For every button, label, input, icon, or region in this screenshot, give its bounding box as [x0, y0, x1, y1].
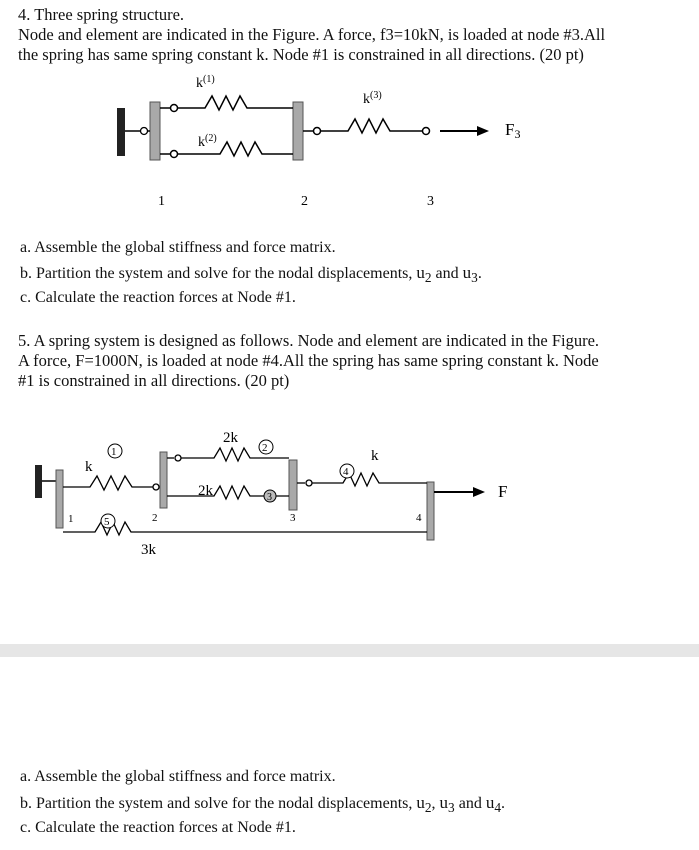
q4-k2-label: $k^{(2)}$ [198, 133, 217, 150]
q5-node2-label: 2 [152, 512, 158, 524]
q4-spring-k1 [160, 96, 293, 112]
q4-statement-line1: Node and element are indicated in the Figure. A force, f3=10kN, is loaded at node #3.All [18, 25, 606, 44]
q5-node2-bar [160, 452, 167, 508]
q5-spring-5 [63, 522, 427, 535]
q5-spring-1 [63, 476, 159, 490]
q5-2k-mid-label: 2k [198, 483, 213, 499]
q4-node1-bar [150, 102, 160, 160]
q4-spring-k2 [160, 142, 293, 158]
q5-spring-4 [297, 473, 427, 486]
q4-part-a: a. Assemble the global stiffness and force matrix. [20, 239, 336, 256]
q4-node2-label: 2 [301, 194, 308, 209]
q5-k-right-label: k [371, 448, 379, 464]
q5-element2-number: 2 [262, 442, 268, 454]
q4-node3-label: 3 [427, 194, 434, 209]
q5-part-c: c. Calculate the reaction forces at Node #1. [20, 819, 296, 836]
q4-spring-figure [0, 70, 699, 220]
q5-node3-label: 3 [290, 512, 296, 524]
q5-part-a: a. Assemble the global stiffness and force matrix. [20, 768, 336, 785]
q5-element5-number: 5 [104, 516, 110, 528]
q5-element3-number: 3 [267, 492, 272, 503]
q5-force-label: F [498, 482, 508, 501]
q5-element1-number: 1 [111, 446, 117, 458]
q5-part-b: b. Partition the system and solve for the nodal displacements, $u_2$, $u_3$ and $u_4$. [20, 793, 505, 816]
q4-force-label: F3 [505, 120, 521, 141]
q5-k-label: k [85, 459, 93, 475]
q5-node1-bar [56, 470, 63, 528]
q5-node4-label: 4 [416, 512, 422, 524]
q4-part-b: b. Partition the system and solve for the nodal displacements, $u_2$ and $u_3$. [20, 263, 482, 286]
q5-spring-figure [0, 420, 699, 570]
q5-statement-line1: 5. A spring system is designed as follows. Node and element are indicated in the Figure. [18, 331, 600, 350]
q4-node2-bar [293, 102, 303, 160]
q4-k1-label: $k^{(1)}$ [196, 74, 215, 91]
q4-fixed-wall [117, 108, 125, 156]
q4-part-c: c. Calculate the reaction forces at Node #1. [20, 289, 296, 306]
q4-k3-label: $k^{(3)}$ [363, 90, 382, 107]
q5-node4-bar [427, 482, 434, 540]
q5-3k-label: 3k [141, 542, 156, 558]
q5-node3-bar [289, 460, 297, 510]
q5-fixed-wall [35, 465, 42, 498]
q5-statement-line3: #1 is constrained in all directions. (20 pt) [18, 371, 290, 390]
q4-force-arrow [477, 126, 489, 136]
section-divider-band [0, 644, 699, 657]
q4-node1-label: 1 [158, 194, 165, 209]
q4-spring-k3 [303, 119, 430, 135]
q5-2k-top-label: 2k [223, 430, 238, 446]
q5-element4-number: 4 [343, 466, 349, 478]
q5-node1-label: 1 [68, 513, 74, 525]
q4-title: 4. Three spring structure. [18, 5, 185, 24]
q5-force-arrow [473, 487, 485, 497]
q4-statement-line2: the spring has same spring constant k. Node #1 is constrained in all directions. (20 pt) [18, 45, 584, 64]
q5-statement-line2: A force, F=1000N, is loaded at node #4.All the spring has same spring constant k. Node [18, 351, 599, 370]
